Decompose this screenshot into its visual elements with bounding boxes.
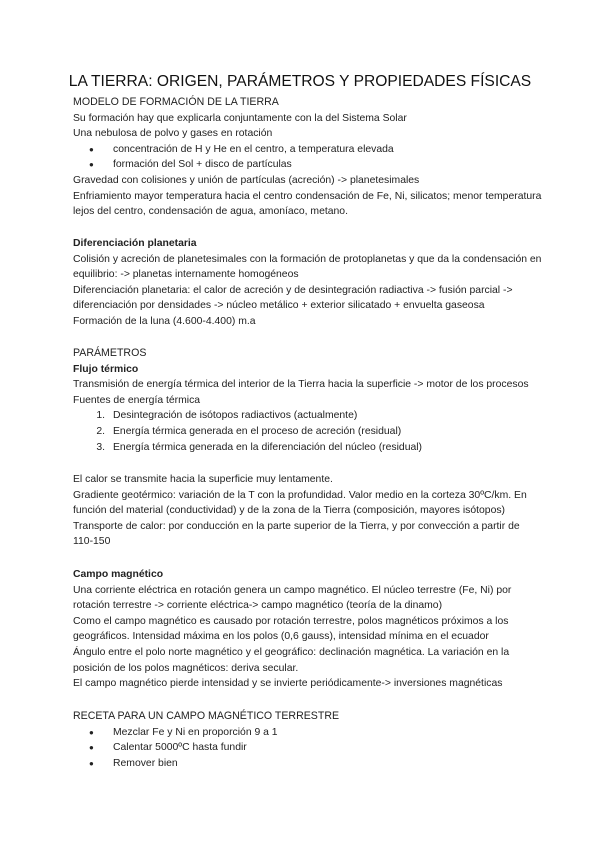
model-line-3: Gravedad con colisiones y unión de partículas (acreción) -> planetesimales (73, 174, 420, 186)
differentiation-section (73, 236, 542, 330)
list-number: 2. (96, 425, 105, 437)
list-item-text: Energía térmica generada en el proceso de acreción (residual) (113, 425, 402, 437)
differentiation-line-4: diferenciación por densidades -> núcleo metálico + exterior silicatado + envuelta gaseosa (73, 300, 485, 312)
differentiation-heading: Diferenciación planetaria (73, 238, 197, 249)
parameters-line-2: Fuentes de energía térmica (73, 394, 201, 406)
model-line-4b: lejos del centro, condensación de agua, amoníaco, metano. (73, 206, 348, 218)
recipe-item-2: Calentar 5000ºC hasta fundir (113, 742, 247, 754)
parameters-line-1: Transmisión de energía térmica del interior de la Tierra hacia la superficie -> motor de los procesos (73, 379, 529, 391)
list-item (73, 142, 533, 158)
list-item (73, 424, 533, 440)
differentiation-line-2: equilibrio: -> planetas internamente homogéneos (73, 269, 299, 281)
recipe-heading: RECETA PARA UN CAMPO MAGNÉTICO TERRESTRE (73, 710, 340, 722)
list-number: 3. (96, 441, 105, 453)
heat-line-4: Transporte de calor: por conducción en la parte superior de la Tierra, y por convección a partir de (73, 520, 520, 532)
model-bullet-1: concentración de H y He en el centro, a temperatura elevada (113, 143, 394, 155)
recipe-item-3: Remover bien (113, 757, 178, 769)
differentiation-line-3: Diferenciación planetaria: el calor de acreción y de desintegración radiactiva -> fusión parcial -> (73, 284, 513, 296)
heat-line-5: 110-150 (73, 536, 111, 548)
magnetic-line-7: El campo magnético pierde intensidad y se invierte periódicamente-> inversiones magnéticas (73, 678, 503, 690)
magnetic-heading: Campo magnético (73, 569, 164, 580)
list-item (73, 157, 533, 173)
magnetic-line-2: rotación terrestre -> corriente eléctrica-> campo magnético (teoría de la dinamo) (73, 600, 443, 612)
heat-line-3: función del material (conductividad) y de la zona de la Tierra (composición, mayores isótopos) (73, 505, 505, 517)
magnetic-line-1: Una corriente eléctrica en rotación genera un campo magnético. El núcleo terrestre (Fe, Ni) por (73, 584, 512, 596)
list-item (73, 756, 533, 772)
recipe-item-1: Mezclar Fe y Ni en proporción 9 a 1 (113, 726, 278, 738)
model-heading: MODELO DE FORMACIÓN DE LA TIERRA (73, 96, 279, 108)
heat-line-1: El calor se transmite hacia la superficie muy lentamente. (73, 474, 333, 485)
bullet-icon: ● (89, 144, 94, 154)
heat-transport-section (73, 472, 533, 550)
differentiation-line-5: Formación de la luna (4.600-4.400) m.a (73, 315, 256, 327)
bullet-icon: ● (89, 758, 94, 768)
list-item (73, 408, 533, 424)
list-item (73, 740, 533, 756)
document-title: LA TIERRA: ORIGEN, PARÁMETROS Y PROPIEDADES FÍSICAS (68, 73, 532, 90)
thermal-flow-heading: Flujo térmico (73, 363, 139, 375)
magnetic-line-3: Como el campo magnético es causado por rotación terrestre, polos magnéticos próximos a los (73, 615, 509, 627)
list-item (73, 440, 533, 456)
list-item-text: Desintegración de isótopos radiactivos (actualmente) (113, 410, 358, 422)
recipe-section (73, 709, 533, 771)
bullet-icon: ● (89, 160, 94, 170)
magnetic-line-5: Ángulo entre el polo norte magnético y el geográfico: declinación magnética. La variación en la (73, 646, 510, 658)
model-line-4a: Enfriamiento mayor temperatura hacia el centro condensación de Fe, Ni, silicatos; menor temperatura (73, 190, 542, 202)
list-number: 1. (96, 410, 105, 422)
differentiation-line-1: Colisión y acreción de planetesimales con la formación de protoplanetas y que da la condensación en (73, 253, 542, 265)
model-line-1: Su formación hay que explicarla conjuntamente con la del Sistema Solar (73, 112, 407, 124)
heat-line-2: Gradiente geotérmico: variación de la T con la profundidad. Valor medio en la corteza 30ºC/km. En (73, 489, 527, 501)
model-section (73, 95, 542, 220)
model-line-2: Una nebulosa de polvo y gases en rotación (73, 128, 273, 140)
magnetic-line-4: geográficos. Intensidad máxima en los polos (0,6 gauss), intensidad mínima en el ecuador (73, 631, 489, 643)
bullet-icon: ● (89, 743, 94, 753)
parameters-heading: PARÁMETROS (73, 347, 147, 359)
parameters-section (73, 346, 533, 455)
model-bullet-2: formación del Sol + disco de partículas (113, 159, 292, 171)
magnetic-line-6: posición de los polos magnéticos: deriva secular. (73, 662, 299, 674)
magnetic-section (73, 567, 533, 692)
list-item-text: Energía térmica generada en la diferenciación del núcleo (residual) (113, 441, 423, 453)
bullet-icon: ● (89, 727, 94, 737)
list-item (73, 725, 533, 741)
